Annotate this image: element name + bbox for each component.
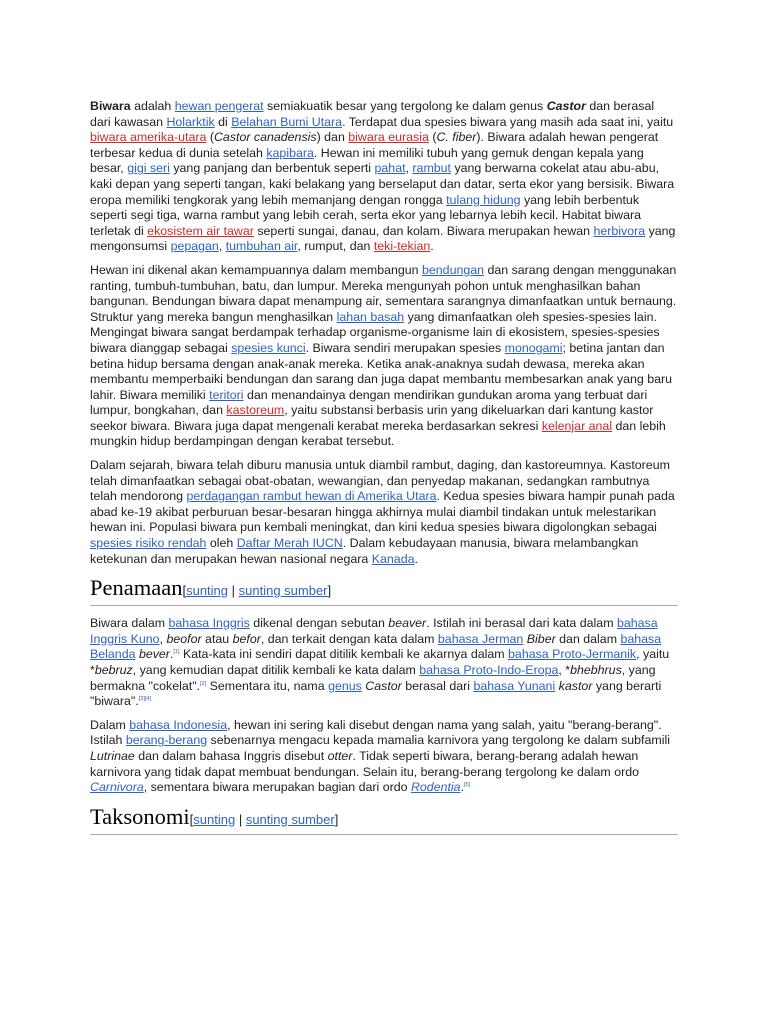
term: Castor	[365, 678, 402, 693]
link-spesies-kunci[interactable]: spesies kunci	[231, 340, 306, 355]
term: Lutrinae	[90, 748, 135, 763]
link-text: Rodentia	[410, 780, 461, 795]
text: . Tidak seperti biwara, berang-berang adalah hewan karnivora yang tidak dapat membuat bendungan. Selain itu, berang-berang tergolong ke dalam ordo	[90, 748, 639, 779]
link-carnivora[interactable]	[90, 780, 144, 794]
link-tulang-hidung[interactable]: tulang hidung	[446, 192, 521, 207]
link-lahan-basah[interactable]: lahan basah	[336, 309, 405, 324]
link-kapibara[interactable]: kapibara	[266, 145, 314, 160]
text: . Istilah ini berasal dari kata dalam	[426, 616, 617, 631]
text: yang mengonsumsi	[90, 223, 676, 254]
text: dan sarang dengan menggunakan ranting, tumbuh-tumbuhan, batu, dan lumpur. Mereka mengunyah pohon untuk menghasilkan bahan bangunan. Bendungan biwara dapat menampung air, sementara sarangnya dimanfaatkan untuk bernaung. Struktur yang mereka bangun menghasilkan	[90, 262, 677, 324]
text: ,	[159, 631, 167, 646]
text: ) dan	[316, 130, 349, 145]
text: yang lebih berbentuk seperti segi tiga, warna rambut yang lebih cerah, serta ekor yang lebarnya lebih kecil. Habitat biwara terletak di	[90, 192, 641, 238]
text: yang berwarna cokelat atau abu-abu, kaki depan yang seperti tangan, kaki belakang yang berselaput dan datar, serta ekor yang bersisik. Biwara eropa memiliki tengkorak yang lebih memanjang dengan rongga	[90, 161, 675, 207]
text: dan dalam bahasa Inggris disebut	[134, 748, 328, 763]
reference-link[interactable]: [1]	[173, 649, 180, 656]
intro-paragraph	[90, 99, 678, 255]
naming-paragraph-2	[90, 718, 678, 796]
link-bahasa-jerman[interactable]: bahasa Jerman	[437, 631, 524, 646]
text: , hewan ini sering kali disebut dengan nama yang salah, yaitu "berang-berang". Istilah	[90, 717, 662, 748]
text: oleh	[206, 536, 237, 551]
text: ; betina jantan dan betina hidup bersama dengan anak-anak mereka. Ketika anak-anaknya sudah dewasa, mereka akan membantu memperbaiki bendungan dan sarang dan juga dapat membantu membesarkan anak yang baru lahir. Biwara memiliki	[90, 340, 673, 402]
text: Hewan ini dikenal akan kemampuannya dalam membangun	[90, 262, 422, 277]
link-bahasa-belanda[interactable]: bahasa Belanda	[90, 631, 662, 662]
link-berang-berang[interactable]: berang-berang	[125, 733, 208, 748]
edit-link[interactable]: sunting	[193, 811, 236, 827]
link-tumbuhan-air[interactable]: tumbuhan air	[225, 239, 298, 254]
text: dikenal dengan sebutan	[249, 616, 389, 631]
text: Dalam	[90, 717, 130, 732]
link-rodentia[interactable]	[411, 780, 461, 794]
link-bendungan[interactable]: bendungan	[422, 262, 485, 277]
link-bahasa-indonesia[interactable]: bahasa Indonesia	[129, 717, 228, 732]
edit-link[interactable]: sunting	[186, 583, 229, 599]
link-daftar-merah-iucn[interactable]: Daftar Merah IUCN	[236, 536, 343, 551]
bracket: [	[182, 583, 187, 599]
text: (	[428, 130, 437, 145]
section-heading-penamaan	[90, 575, 678, 606]
text: , yang bermakna "cokelat".	[90, 663, 656, 693]
text: atau	[201, 631, 233, 646]
section-title: Penamaan	[90, 575, 183, 601]
redlink-ekosistem-air-tawar[interactable]: ekosistem air tawar	[147, 223, 254, 238]
text: dan lebih mungkin hidup berdampingan dengan kerabat tersebut.	[90, 418, 666, 449]
link-pepagan[interactable]: pepagan	[170, 239, 219, 254]
text: dan dalam	[555, 631, 621, 646]
term: otter	[327, 748, 353, 763]
article-subject: Biwara	[90, 99, 131, 113]
text: adalah	[130, 99, 175, 113]
term: befor	[232, 631, 261, 646]
text: berasal dari	[401, 678, 474, 693]
text: . Hewan ini memiliki tubuh yang gemuk dengan kepala yang besar,	[90, 145, 644, 176]
link-pahat[interactable]: pahat	[374, 161, 406, 176]
link-bahasa-proto-indo-eropa[interactable]: bahasa Proto-Indo-Eropa	[419, 663, 559, 677]
text: ,	[405, 161, 413, 176]
text: . Biwara sendiri merupakan spesies	[305, 340, 505, 355]
link-hewan-pengerat[interactable]: hewan pengerat	[174, 99, 264, 113]
text: , dan terkait dengan kata dalam	[260, 631, 438, 646]
term: beofor	[166, 631, 202, 646]
bracket: [	[189, 811, 194, 827]
text: .	[169, 647, 174, 662]
link-herbivora[interactable]: herbivora	[593, 223, 646, 238]
redlink-kelenjar-anal[interactable]: kelenjar anal	[541, 418, 613, 433]
link-belahan-bumi-utara[interactable]: Belahan Bumi Utara	[231, 114, 343, 129]
text: . Dalam kebudayaan manusia, biwara melambangkan ketekunan dan merupakan hewan nasional negara	[90, 536, 639, 566]
edit-source-link[interactable]: sunting sumber	[245, 811, 335, 827]
naming-paragraph	[90, 616, 678, 710]
link-monogami[interactable]: monogami	[504, 340, 563, 355]
link-text: Carnivora	[90, 780, 144, 795]
text: , yaitu substansi berbasis urin yang dikeluarkan dari kantung kastor seekor biwara. Biwara juga dapat mengenali kerabat mereka berdasarkan sekresi	[90, 403, 654, 433]
link-bahasa-inggris[interactable]: bahasa Inggris	[168, 616, 250, 631]
edit-section-links	[182, 583, 331, 598]
text: , yang kemudian dapat ditilik kembali ke kata dalam	[132, 663, 420, 677]
text: sebenarnya mengacu kepada mamalia karnivora yang tergolong ke dalam subfamili	[207, 733, 670, 748]
genus-name: Castor	[546, 99, 586, 113]
text: , rumput, dan	[297, 239, 374, 254]
link-spesies-risiko-rendah[interactable]: spesies risiko rendah	[90, 536, 207, 551]
term: bhebhrus	[570, 663, 622, 677]
text: Kata-kata ini sendiri dapat ditilik kembali ke akarnya dalam	[179, 647, 509, 662]
text: , *	[558, 663, 571, 677]
edit-source-link[interactable]: sunting sumber	[238, 583, 328, 599]
text: yang dimanfaatkan oleh spesies-spesies lain. Mengingat biwara sangat berdampak terhadap organisme-organisme lain di ekosistem, spesies-spesies biwara dianggap sebagai	[90, 309, 660, 355]
text: Dalam sejarah, biwara telah diburu manusia untuk diambil rambut, daging, dan kastoreumnya. Kastoreum telah dimanfaatkan sebagai obat-obatan, wewangian, dan penyedap makanan, sedangkan rambutnya telah mendorong	[90, 458, 670, 504]
term: bever	[138, 647, 170, 662]
text: dan menandainya dengan mendirikan gundukan aroma yang terbuat dari lumpur, bongkahan, dan	[90, 387, 648, 418]
term: bebruz	[94, 663, 133, 677]
reference-link[interactable]: [3][4]	[138, 696, 151, 703]
text: .	[414, 551, 418, 566]
text: (	[206, 130, 214, 145]
text: Biwara dalam	[90, 616, 169, 631]
text: Sementara itu, nama	[206, 678, 329, 693]
term: kastor	[558, 678, 593, 693]
text: .	[460, 780, 465, 795]
link-rambut[interactable]: rambut	[412, 161, 451, 176]
separator: |	[228, 583, 239, 599]
redlink-biwara-eurasia[interactable]: biwara eurasia	[348, 130, 429, 145]
text: semiakuatik besar yang tergolong ke dalam genus	[263, 99, 547, 113]
section-title: Taksonomi	[90, 803, 190, 829]
redlink-teki-tekian[interactable]: teki-tekian	[373, 239, 431, 254]
link-kanada[interactable]: Kanada	[371, 551, 415, 566]
text: , yaitu *	[90, 647, 670, 677]
species-name: Castor canadensis	[213, 130, 317, 145]
section-heading-taksonomi	[90, 804, 678, 835]
text: . Kedua spesies biwara hampir punah pada abad ke-19 akibat perburuan besar-besaran hingga akhirnya mulai diambil tindakan untuk melestarikan hewan ini. Populasi biwara pun kembali meningkat, dan kini kedua spesies biwara digolongkan sebagai	[90, 489, 675, 535]
term: beaver	[388, 616, 427, 631]
history-paragraph	[90, 458, 678, 567]
text: yang berarti "biwara".	[90, 678, 662, 709]
species-name: C. fiber	[436, 130, 477, 145]
text: , sementara biwara merupakan bagian dari ordo	[143, 780, 411, 795]
term: Biber	[526, 631, 556, 646]
reference-link[interactable]: [5]	[464, 782, 471, 789]
link-perdagangan-rambut-hewan[interactable]: perdagangan rambut hewan di Amerika Utara	[186, 489, 437, 504]
separator: |	[235, 811, 246, 827]
redlink-biwara-amerika-utara[interactable]: biwara amerika-utara	[90, 130, 207, 145]
text: .	[430, 239, 434, 254]
link-bahasa-yunani[interactable]: bahasa Yunani	[473, 678, 556, 693]
link-genus[interactable]: genus	[328, 678, 362, 693]
bracket: ]	[334, 811, 339, 827]
article-content	[90, 99, 678, 845]
text: ). Biwara adalah hewan pengerat terbesar kedua di dunia setelah	[90, 130, 659, 160]
text: dan berasal dari kawasan	[90, 99, 655, 129]
text: yang panjang dan berbentuk seperti	[169, 161, 375, 176]
link-bahasa-proto-jermanik[interactable]: bahasa Proto-Jermanik	[508, 647, 637, 662]
text: di	[214, 114, 232, 129]
redlink-kastoreum[interactable]: kastoreum	[226, 403, 285, 418]
text: ,	[218, 239, 226, 254]
bracket: ]	[327, 583, 332, 599]
reference-link[interactable]: [2]	[200, 680, 207, 687]
link-teritori[interactable]: teritori	[209, 387, 244, 402]
text: . Terdapat dua spesies biwara yang masih ada saat ini, yaitu	[342, 114, 674, 129]
link-bahasa-inggris-kuno[interactable]: bahasa Inggris Kuno	[90, 616, 658, 646]
link-gigi-seri[interactable]: gigi seri	[127, 161, 170, 176]
edit-section-links	[190, 812, 339, 827]
text: seperti sungai, danau, dan kolam. Biwara merupakan hewan	[253, 223, 594, 238]
behavior-paragraph	[90, 263, 678, 450]
link-holarktik[interactable]: Holarktik	[166, 114, 215, 129]
